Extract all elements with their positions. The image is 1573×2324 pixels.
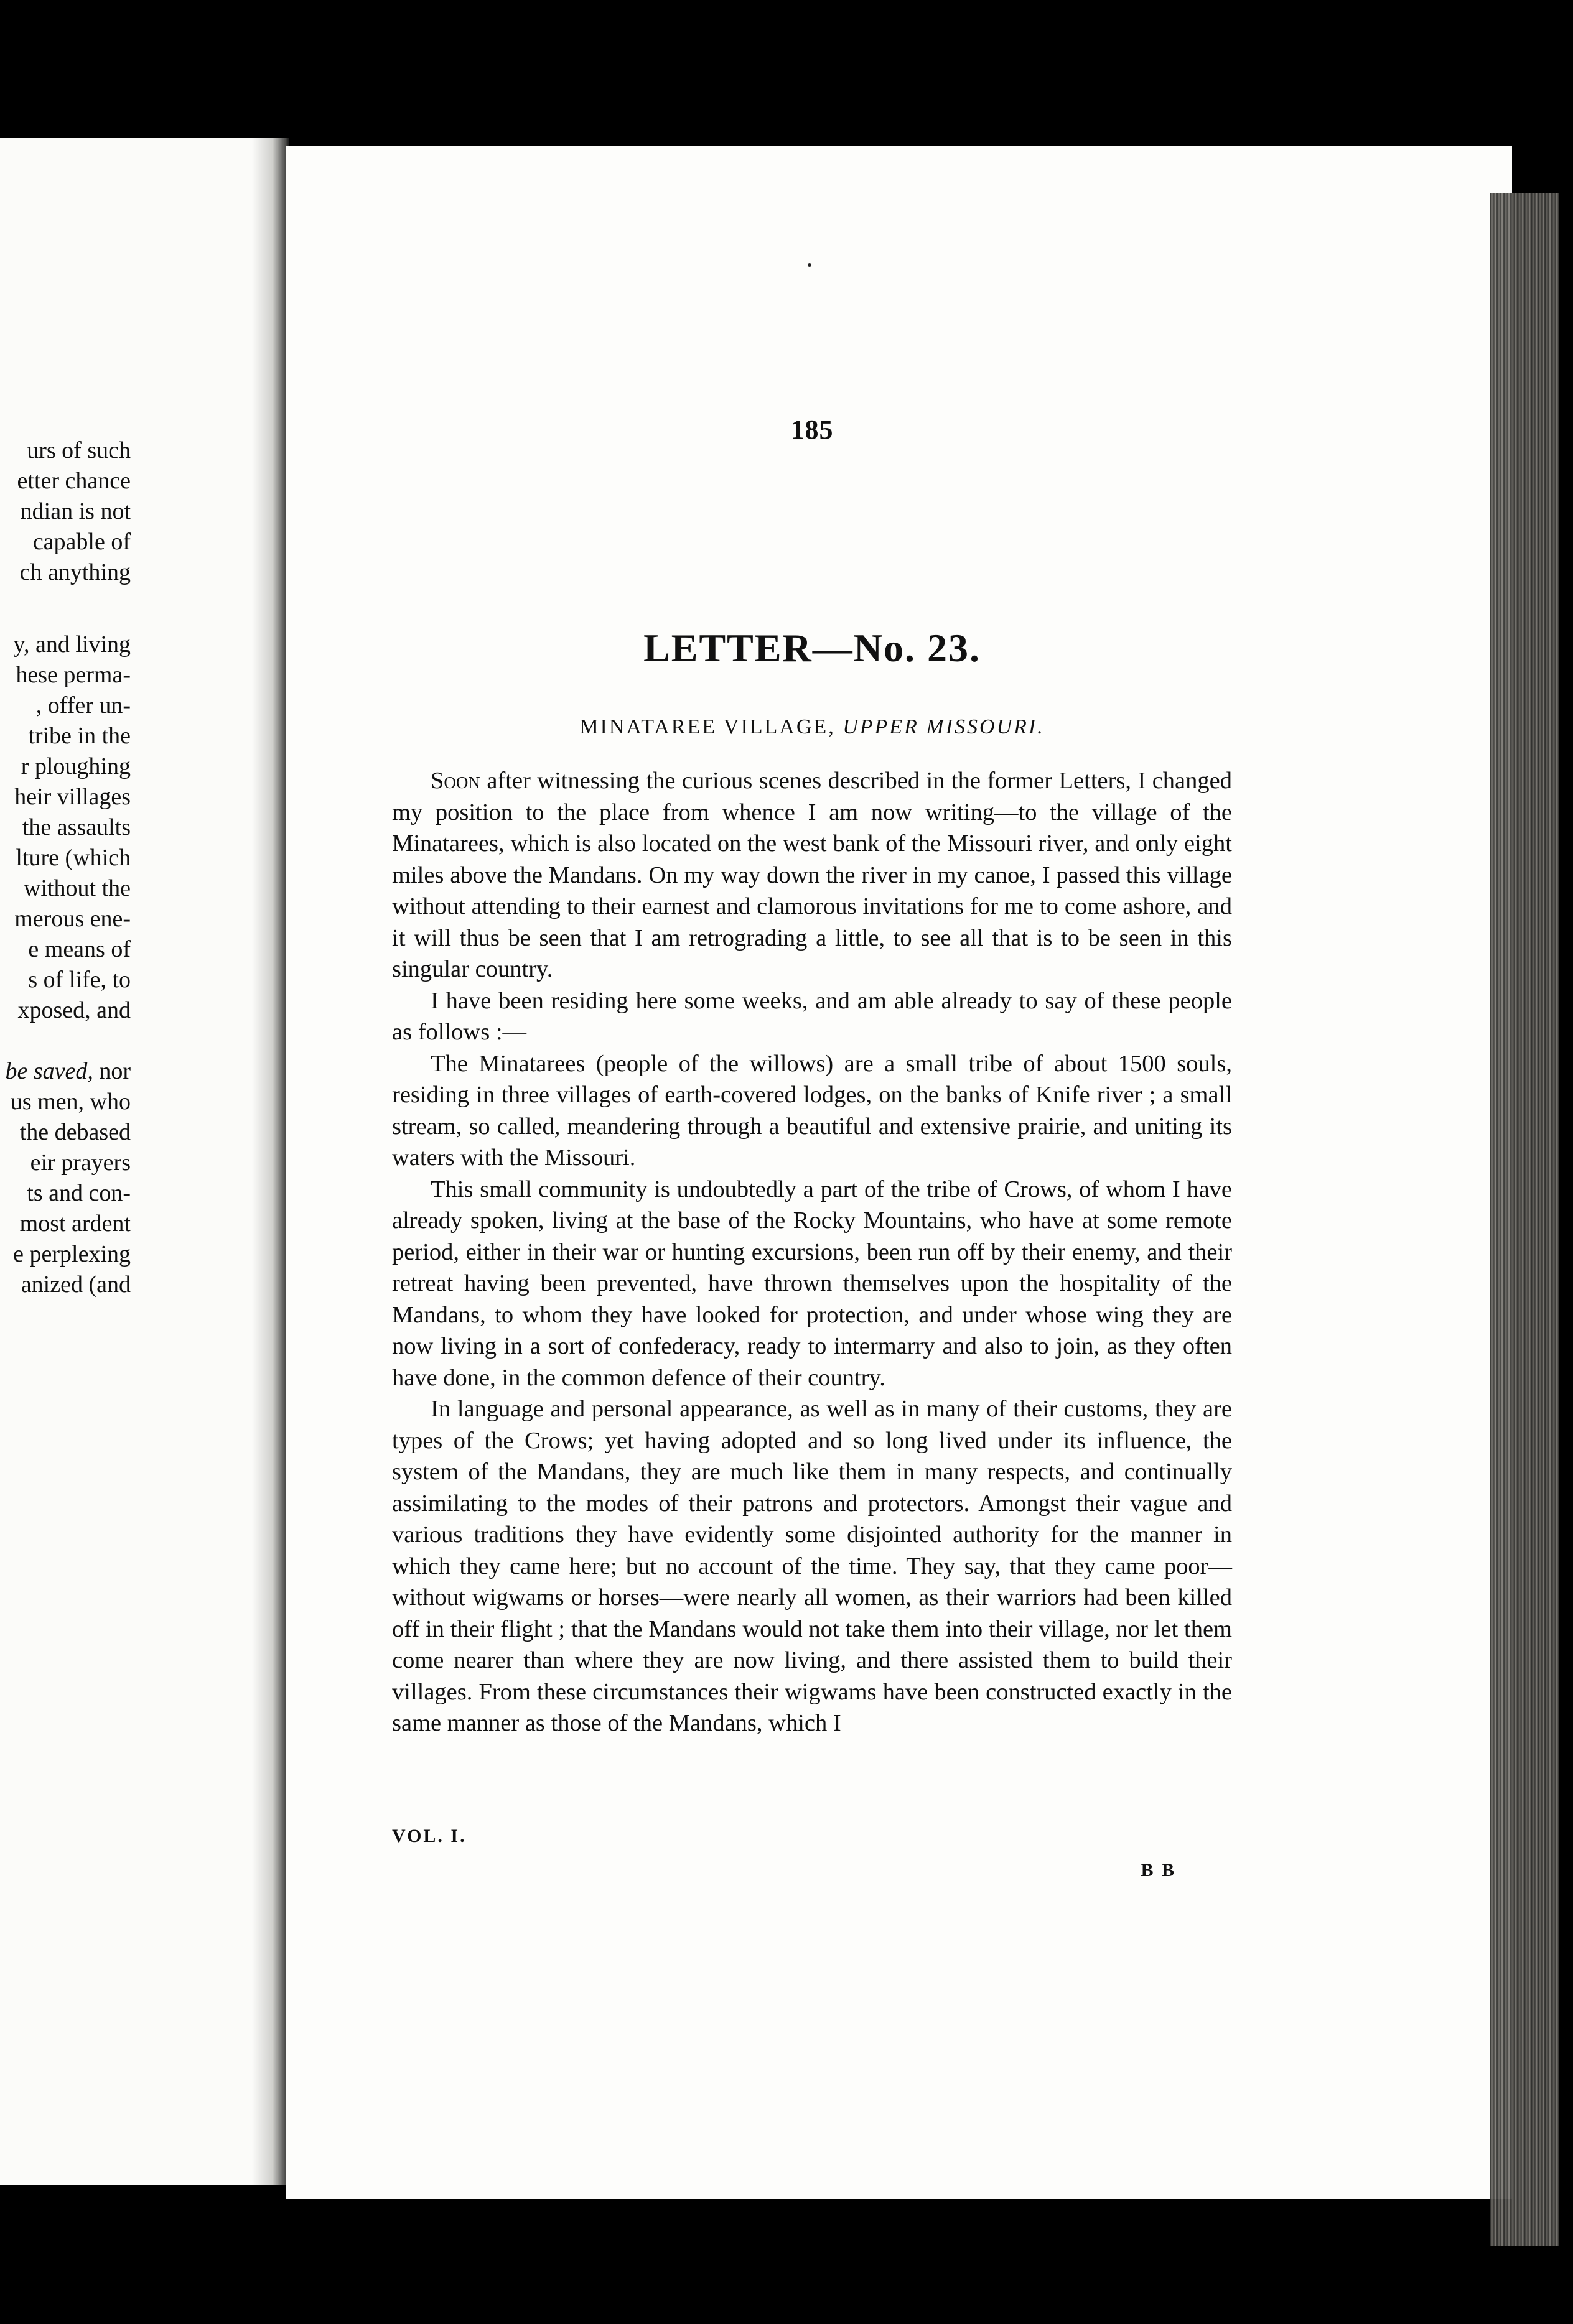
previous-page <box>0 138 277 2185</box>
place-heading <box>392 715 1232 739</box>
text-line: anized (and <box>21 1271 131 1298</box>
current-page <box>286 146 1512 2199</box>
text-line: us men, who <box>10 1089 131 1115</box>
paragraph: In language and personal appearance, as well as in many of their customs, they are types of the Crows; yet having adopted and so long lived under its influence, the system of the Mandans, they are much like them in many respects, and continually assimilating to the modes of their patrons and protectors. Amongst their vague and various traditions they have evidently some disjointed authority for the manner in which they came here; but no account of the time. They say, that they came poor—without wigwams or horses—were nearly all women, as their warriors had been killed off in their flight ; that the Mandans would not take them into their village, nor let them come nearer than where they are now living, and there assisted them to build their villages. From these circumstances their wigwams have been constructed exactly in the same manner as those of the Mandans, which I <box>392 1396 1232 1736</box>
text-line: s of life, to <box>28 967 131 993</box>
paragraph: The Minatarees (people of the willows) are a small tribe of about 1500 souls, residing in three villages of earth-covered lodges, on the banks of Knife river ; a small stream, so called, meandering through a beautiful and extensive prairie, and uniting its waters with the Missouri. <box>392 1050 1232 1171</box>
book-page-edges <box>1490 193 1559 2246</box>
ink-speck <box>808 263 811 267</box>
previous-page-text-block-2 <box>0 630 131 1026</box>
text-line: ch anything <box>19 559 131 585</box>
text-line: y, and living <box>13 631 131 658</box>
previous-page-text-block-1 <box>0 435 131 588</box>
volume-label: VOL. I. <box>392 1826 467 1846</box>
text-line: merous ene- <box>14 906 131 932</box>
book-gutter <box>252 138 289 2185</box>
text-line: ndian is not <box>20 498 131 524</box>
paragraph: This small community is undoubtedly a part of the tribe of Crows, of whom I have already spoken, living at the base of the Rocky Mountains, who have at some remote period, either in their war or hunting excursions, been run off by their enemy, and their retreat having been prevented, have thrown themselves upon the hospitality of the Mandans, to whom they have looked for protection, and under whose wing they are now living in a sort of confederacy, ready to intermarry and also to join, as they often have done, in the common defence of their country. <box>392 1176 1232 1391</box>
italic-phrase: be saved, <box>5 1058 93 1084</box>
text-line: heir villages <box>14 784 131 810</box>
text-line: xposed, and <box>17 997 131 1023</box>
place-heading-main: MINATAREE VILLAGE, <box>579 715 836 738</box>
letter-title: LETTER—No. 23. <box>643 626 981 670</box>
text-line: the assaults <box>22 814 131 840</box>
text-line: ts and con- <box>27 1180 131 1206</box>
text-line: etter chance <box>17 468 131 494</box>
text-line <box>0 1056 131 1087</box>
text-line: e means of <box>28 936 131 962</box>
text-line: lture (which <box>16 845 131 871</box>
place-heading-region: UPPER MISSOURI. <box>843 715 1045 738</box>
text-line: hese perma- <box>16 662 131 688</box>
page-number: 185 <box>790 414 834 445</box>
paragraph: I have been residing here some weeks, and am able already to say of these people as follows :— <box>392 987 1232 1045</box>
text-line: capable of <box>32 529 131 555</box>
text-line: the debased <box>19 1119 131 1145</box>
text-line: r ploughing <box>21 753 131 779</box>
signature-mark: B B <box>1141 1860 1176 1880</box>
text-line: tribe in the <box>28 723 131 749</box>
text-line: most ardent <box>19 1211 131 1237</box>
text-fragment: nor <box>93 1058 131 1084</box>
text-line: eir prayers <box>30 1150 131 1176</box>
paragraph-text: after witnessing the curious scenes described in the former Letters, I changed my position to the place from whence I am now writing—to the village of the Minatarees, which is also located on the west bank of the Missouri river, and only eight miles above the Mandans. On my way down the river in my canoe, I passed this village without attending to their earnest and clamorous invitations for me to come ashore, and it will thus be seen that I am retrograding a little, to see all that is to be seen in this singular country. <box>392 768 1232 982</box>
text-line: urs of such <box>27 437 131 463</box>
opening-word: Soon <box>431 768 480 794</box>
text-line: , offer un- <box>35 692 131 718</box>
text-line: without the <box>23 875 131 901</box>
previous-page-text-block-3 <box>0 1056 131 1300</box>
paragraph <box>392 765 1232 985</box>
letter-body <box>392 765 1232 1739</box>
text-line: e perplexing <box>13 1241 131 1267</box>
